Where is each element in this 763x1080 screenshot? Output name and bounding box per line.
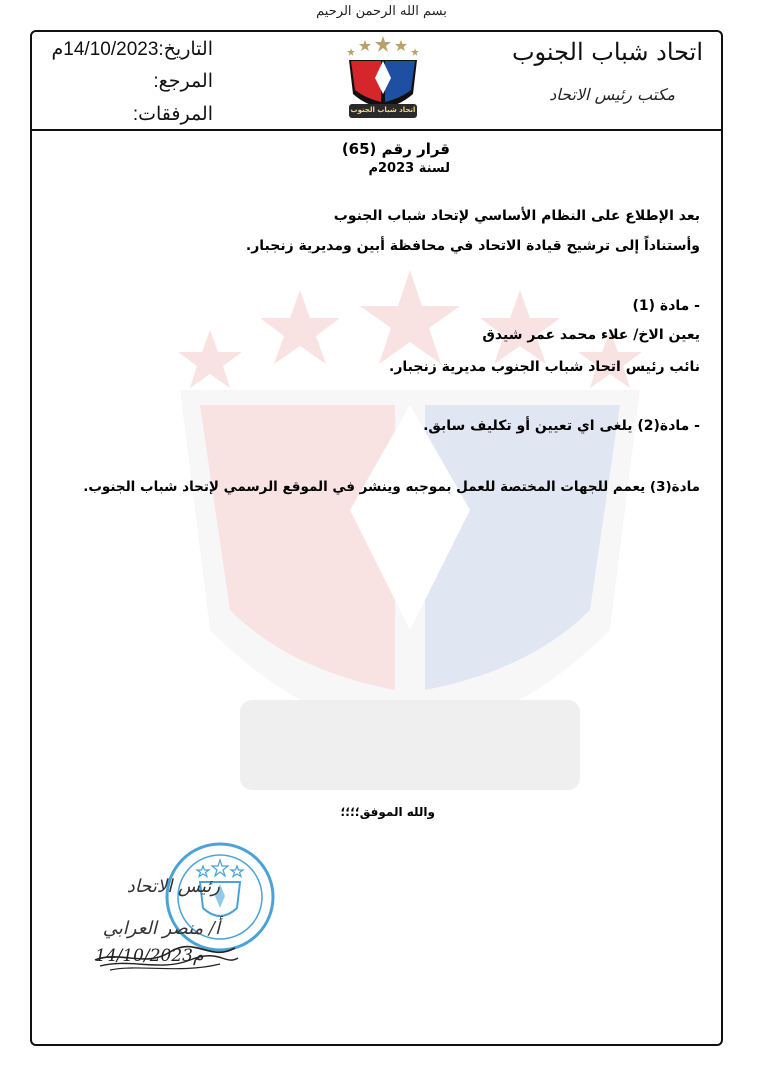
closing-phrase: والله الموفق؛؛؛؛ bbox=[340, 805, 435, 819]
header-divider bbox=[30, 129, 723, 131]
basmala: بسم الله الرحمن الرحيم bbox=[316, 4, 447, 19]
article-1-label: - مادة (1) bbox=[632, 298, 700, 314]
decision-title: قرار رقم (65) bbox=[341, 140, 450, 158]
reference-label: المرجع: bbox=[153, 71, 213, 92]
article-2: - مادة(2) يلغى اي تعيين أو تكليف سابق. bbox=[423, 418, 700, 434]
watermark-logo bbox=[140, 270, 680, 830]
signatory-title: رئيس الاتحاد bbox=[126, 876, 220, 897]
attachments-label: المرفقات: bbox=[132, 104, 213, 125]
decision-year: لسنة 2023م bbox=[368, 161, 450, 176]
signature-date: 14/10/2023م bbox=[95, 946, 204, 966]
article-1-line-2: نائب رئيس اتحاد شباب الجنوب مديرية زنجبار. bbox=[389, 359, 700, 375]
office-name: مكتب رئيس الاتحاد bbox=[549, 85, 675, 104]
logo-caption: اتحاد شباب الجنوب bbox=[350, 106, 416, 114]
handwritten-signature bbox=[90, 930, 240, 975]
article-1-line-1: يعين الاخ/ علاء محمد عمر شيدق bbox=[482, 327, 700, 343]
intro-line-2: وأستناداً إلى ترشيح قيادة الاتحاد في محافظة أبين ومديرية زنجبار. bbox=[245, 238, 700, 254]
article-3: مادة(3) يعمم للجهات المختصة للعمل بموجبه وينشر في الموقع الرسمي لإتحاد شباب الجنوب. bbox=[83, 479, 700, 495]
intro-line-1: بعد الإطلاع على النظام الأساسي لإتحاد شباب الجنوب bbox=[333, 208, 700, 224]
signatory-name: أ/ منصر العرابي bbox=[102, 918, 220, 939]
date-line: التاريخ:14/10/2023م bbox=[51, 39, 213, 60]
org-name: اتحاد شباب الجنوب bbox=[511, 38, 703, 66]
